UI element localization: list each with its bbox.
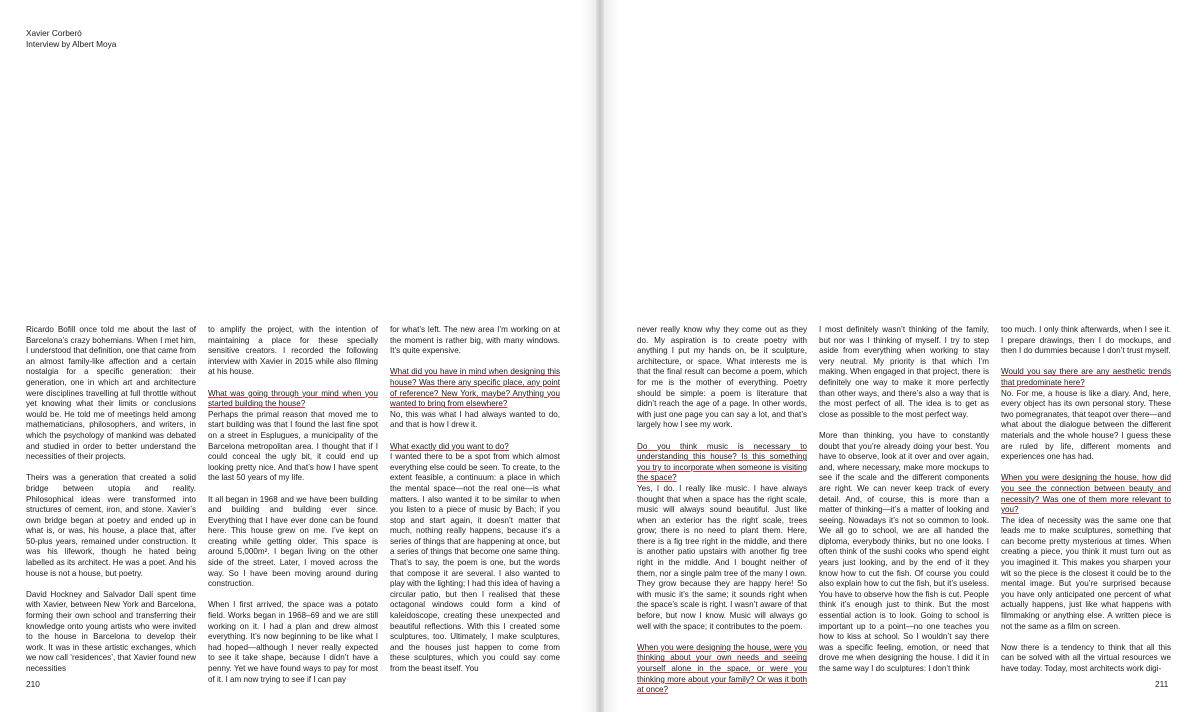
qa-block [390,442,560,675]
question-text: Do you think music is necessary to understanding this house? Is this something you try to incorporate when someone is visiting the space? [637,441,807,483]
qa-block [637,442,807,633]
text-column-4 [637,325,807,706]
body-paragraph: More than thinking, you have to constantly doubt that you’re already doing your best. You have to observe, look at it over and over again, and, where necessary, make more mockups to see if the scale and the different components are right. We can never keep track of every detail. And, of course, this is more than a matter of thinking—it’s a matter of looking and seeing. Nowadays it’s not so common to look. We all go to school, we are all handed the diploma, everybody thinks, but no one looks. I often think of the sushi cooks who spend eight years just looking, and by the end of it they know how to cut the fish. Of course you could also explain how to cut the fish, but it’s useless. You have to observe how the fish is cut. People think it’s enough just to think. But the most essential action is to look. Going to school is important up to a point—no one teaches you how to kiss at school. So I wouldn’t say there was a specific feeling, emotion, or need that drove me when designing the house. I did it in the same way I do sculptures: I don’t think [819,430,989,673]
text-column-1 [26,325,196,685]
body-paragraph: too much. I only think afterwards, when I see it. I prepare drawings, then I do mockups, and then I do dummies because I don’t trust myself. [1001,325,1171,356]
right-page [604,0,1200,712]
text-column-2 [208,325,378,696]
body-paragraph: Now there is a tendency to think that all this can be solved with all the virtual resources we have today. Today, most architects work digi- [1001,642,1171,673]
body-paragraph: David Hockney and Salvador Dalí spent time with Xavier, between New York and Barcelona, forming their own school and transferring their knowledge onto young artists who were invited to the house in Barcelona to develop their work. It was in these artistic exchanges, which we now call ‘residences’, that Xavier found new necessities [26,589,196,673]
interview-question [637,643,807,696]
answer-text: No, this was what I had always wanted to do, and that is how I drew it. [390,409,560,430]
qa-block [1001,367,1171,462]
qa-block [390,367,560,431]
page-number-left: 210 [26,679,40,689]
qa-block [208,389,378,484]
interviewer-byline: Interview by Albert Moya [26,39,117,49]
author-name: Xavier Corberó [26,28,82,38]
body-paragraph: It all began in 1968 and we have been building and building and building ever since. Everything that I have ever done can be found here. This house grew on me. I’ve kept on creating while getting older. This space is around 5,000m². I began living on the other side of the street. Later, I moved across the way. So I have been moving around during construction. [208,494,378,589]
body-paragraph: for what’s left. The new area I’m working on at the moment is rather big, with many windows. It’s quite expensive. [390,325,560,356]
question-text: What was going through your mind when you started building the house? [208,388,378,409]
question-text: What did you have in mind when designing this house? Was there any specific place, any point of reference? New York, maybe? Anything you wanted to bring from elsewhere? [390,367,560,409]
article-header [26,28,116,50]
text-column-5 [819,325,989,685]
answer-text: I wanted there to be a spot from which almost everything else could be seen. To create, to the extent feasible, a continuum: a place in which the mental space—not the real one—is what matters. I also wanted it to be similar to when you listen to a piece of music by Bach; if you stop and start again, it doesn’t matter that much, nothing really happens, because it’s a series of things that are happening at once, but a series of things that become one same thing. That’s to say, the poem is one, but the words that compose it are several. I also wanted to play with the lighting; I had this idea of having a circular patio, but then I realised that these octagonal windows could form a kind of kaleidoscope, creating these unexpected and beautiful reflections. With this I created some sculptures, too. Ultimately, I make sculptures, and the houses just happen to come from these sculptures, which you could say come from the beast itself. You [390,452,560,673]
body-paragraph: I most definitely wasn’t thinking of the family, but nor was I thinking of myself. I try to step aside from everything when working to stay very neutral. My priority is that which I’m making. When engaged in that project, there is definitely one way to make it more perfectly than other ways, and there’s also a way that is the most perfect of all. The idea is to get as close as possible to the most perfect way. [819,325,989,419]
answer-text: The idea of necessity was the same one that leads me to make sculptures, something that can become pretty mysterious at times. When creating a piece, you think it must turn out as you imagined it. This makes you sharpen your wit so the piece is the closest it could be to the mental image. But you’re surprised because you have only anticipated one percent of what actually happens, just like what happens with filmmaking or anything else. A written piece is not the same as a film on screen. [1001,515,1171,631]
answer-text: Yes, I do. I really like music. I have always thought that when a space has the right scale, music will always sound beautiful. Just like when an exterior has the right scale, trees grow; there is no need to plant them. Here, there is a fig tree right in the middle, and there is another patio upstairs with another fig tree right in the middle. And I bought neither of them, nor a single palm tree of the many I own. They grow because they are happy here! So with music it’s the same; it sounds right when the space’s scale is right. I wasn’t aware of that before, but now I know. Music will always go well with the space; it contributes to the poem. [637,483,807,631]
spine-shadow [582,0,596,712]
answer-text: Perhaps the primal reason that moved me to start building was that I found the last fine spot on a street in Esplugues, a municipality of the Barcelona metropolitan area. I thought that if I could conceal the ugly bit, it could end up looking pretty nice. And that’s how I have spent the last 50 years of my life. [208,409,378,483]
qa-block [1001,473,1171,632]
question-text: What exactly did you want to do? [390,441,509,451]
body-paragraph: to amplify the project, with the intention of maintaining a place for these specially sensitive creators. I recorded the following interview with Xavier in 2015 while also filming at his house. [208,325,378,377]
question-text: When you were designing the house, were you thinking about your own needs and seeing yourself alone in the space, or were you thinking more about your family? Or was it both at once? [637,642,807,695]
spine-shadow [604,0,618,712]
text-column-3 [390,325,560,685]
answer-text: No. For me, a house is like a diary. And, here, every object has its own personal story. These two pomegranates, that teapot over there—and what about the dialogue between the different materials and the whole house? I guess these are ruled by life, different moments and experiences one has had. [1001,388,1171,462]
body-paragraph: Theirs was a generation that created a solid bridge between utopia and reality. Philosophical ideas were transformed into structures of cement, iron, and stone. Xavier’s own bridge began at poetry and ended up in what is, or was, his house, a place that, after 50-plus years, remained under construction. It was his lifework, though he hated being labelled as its architect. He was a poet. And his house is not a house, but poetry. [26,473,196,578]
book-gutter [596,0,604,712]
question-text: When you were designing the house, how did you see the connection between beauty and necessity? Was one of them more relevant to you? [1001,473,1171,515]
left-page [0,0,596,712]
page-number-right: 211 [1155,679,1169,689]
body-paragraph: Ricardo Bofill once told me about the last of Barcelona’s crazy bohemians. When I met him, I understood that definition, one that came from an almost family-like affection and a certain nostalgia for a specific generation: their generation, one in which art and architecture were disciplines travelling at full throttle without yet knowing what their limits or conclusions would be. He told me of meetings held among mathematicians, philosophers, and writers, in which the psychology of mankind was debated and studied in order to better understand the necessities of their projects. [26,325,196,462]
text-column-6 [1001,325,1171,685]
body-paragraph: When I first arrived, the space was a potato field. Works began in 1968–69 and we are still working on it. I had a plan and drew almost everything. It’s now beginning to be like what I had hoped—although I never really expected to see it take shape, because I didn’t have a penny. Yet we have found ways to pay for most of it. I am now trying to see if I can pay [208,600,378,684]
question-text: Would you say there are any aesthetic trends that predominate here? [1001,367,1171,387]
body-paragraph: never really know why they come out as they do. My aspiration is to create poetry with anything I put my hands on, be it sculpture, architecture, or space. What interests me is that the final result can become a poem, which for me is the mother of everything. Poetry should be simple: a poem is literature that didn’t reach the age of a page. In other words, with just one page you can say a lot, and that’s largely how I see my work. [637,325,807,430]
